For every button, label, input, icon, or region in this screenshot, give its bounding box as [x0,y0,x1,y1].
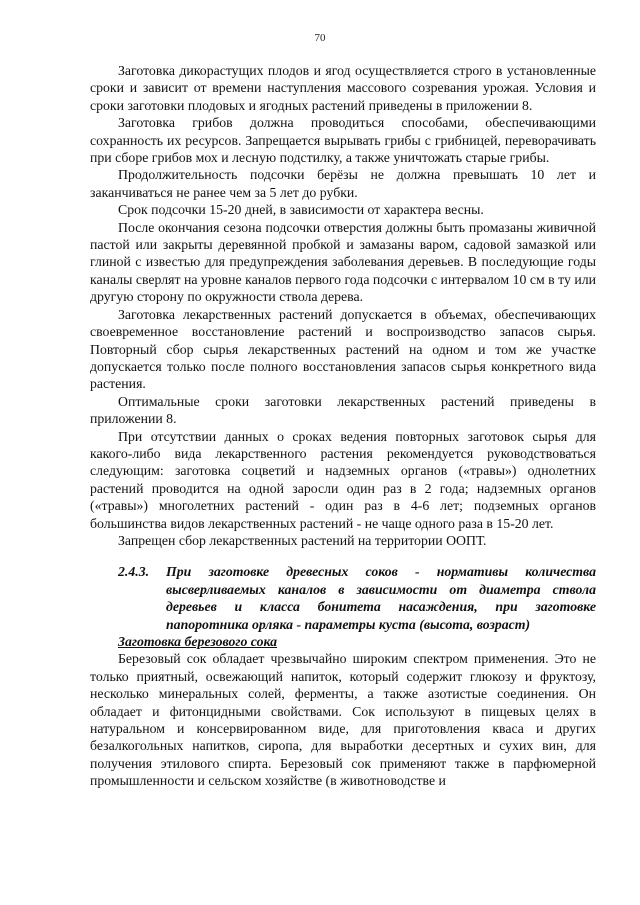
paragraph-birch-sap: Березовый сок обладает чрезвычайно широким спектром применения. Это не только приятный, освежающий напиток, который содержит глюкозу и фруктозу, несколько минеральных солей, ферменты, а также азотистые соединения. Он обладает и фитонцидными свойствами. Сок используют в пищевых целях в натуральном и консервированном виде, для приготовления кваса и других безалкогольных напитков, сиропа, для выработки десертных и сухих вин, для получения этилового спирта. Березовый сок применяют также в парфюмерной промышленности и сельском хозяйстве (в животноводстве и [90,651,596,789]
paragraph-medicinal-harvest: Заготовка лекарственных растений допускается в объемах, обеспечивающих своевременное восстановление растений и воспроизводство запасов сырья. Повторный сбор сырья лекарственных растений на одном и том же участке допускается только после полного восстановления запасов сырья конкретного вида растения. [90,306,596,392]
paragraph-after-season: После окончания сезона подсочки отверстия должны быть промазаны живичной пастой или закрыты деревянной пробкой и замазаны варом, садовой замазкой или глиной с известью для предупреждения заболевания деревьев. В последующие годы каналы сверлят на уровне каналов первого года подсочки с интервалом 10 см в ту или другую сторону по окружности ствола дерева. [90,219,596,305]
section-number: 2.4.3. [118,564,150,580]
section-title: При заготовке древесных соков - нормативы количества высверливаемых каналов в зависимости от диаметра ствола деревьев и класса бонитета насаждения, при заготовке папоротника орляка - параметры куста (высота, возраст) [166,564,596,632]
paragraph-tapping-period: Срок подсочки 15-20 дней, в зависимости от характера весны. [118,202,484,218]
paragraph-optimal-terms: Оптимальные сроки заготовки лекарственных растений приведены в приложении 8. [90,393,596,427]
section-heading [90,563,596,633]
paragraph-protected-areas: Запрещен сбор лекарственных растений на территории ООПТ. [118,532,487,548]
document-body [90,62,596,790]
paragraph-tapping-duration: Продолжительность подсочки берёзы не должна превышать 10 лет и заканчиваться не ранее чем за 5 лет до рубки. [90,167,596,200]
paragraph-repeat-harvest: При отсутствии данных о сроках ведения повторных заготовок сырья для какого-либо вида лекарственного растения рекомендуется руководствоваться следующим: заготовка соцветий и надземных органов («травы») однолетних растений проводится на одной заросли один раз в 2 года; надземных органов («травы») многолетних растений - один раз в 4-6 лет; подземных органов большинства видов лекарственных растений - не чаще одного раза в 15-20 лет. [90,428,596,531]
paragraph-wild-fruits: Заготовка дикорастущих плодов и ягод осуществляется строго в установленные сроки и зависит от времени наступления массового созревания урожая. Условия и сроки заготовки плодовых и ягодных растений приведены в приложении 8. [90,63,596,113]
page-number: 70 [314,32,326,44]
paragraph-mushrooms: Заготовка грибов должна проводиться способами, обеспечивающими сохранность их ресурсов. Запрещается вырывать грибы с грибницей, переворачивать при сборе грибов мох и лесную подстилку, а также уничтожать старые грибы. [90,115,596,166]
subsection-title: Заготовка березового сока [118,634,278,649]
